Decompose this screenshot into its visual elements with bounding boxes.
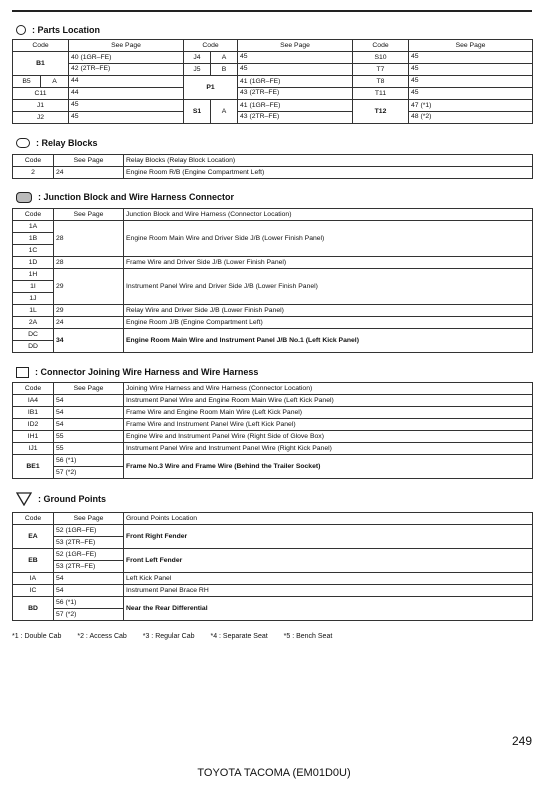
page-ref: 44: [71, 77, 79, 84]
page-ref: 45: [411, 77, 419, 84]
page-number: 249: [511, 734, 532, 748]
row-description: Instrument Panel Wire and Instrument Panel Wire (Right Kick Panel): [124, 443, 533, 455]
top-rule: [12, 10, 532, 12]
part-sub-code: A: [211, 52, 238, 64]
row-code: 2A: [13, 317, 54, 329]
row-code: 1D: [13, 257, 54, 269]
part-code: T8: [353, 76, 409, 88]
part-code: C11: [13, 88, 69, 100]
header-code: Code: [13, 209, 54, 221]
section-title: : Relay Blocks: [36, 138, 98, 148]
part-see-page: [69, 88, 184, 100]
page-ref: 45: [411, 53, 419, 60]
ground-points-heading: [16, 492, 106, 506]
row-description: Left Kick Panel: [124, 573, 533, 585]
row-see-page: 55: [54, 443, 124, 455]
part-sub-code: A: [211, 100, 238, 124]
part-code: J5: [184, 64, 211, 76]
header-code: Code: [13, 40, 69, 52]
row-code: BE1: [13, 455, 54, 479]
footnote: *4 : Separate Seat: [210, 633, 268, 640]
page-ref: 41 (1GR–FE): [238, 77, 352, 88]
part-code: T7: [353, 64, 409, 76]
part-see-page: [238, 100, 353, 124]
row-description: Engine Room R/B (Engine Compartment Left): [124, 167, 533, 179]
header-description: Ground Points Location: [124, 513, 533, 525]
row-see-page: 55: [54, 431, 124, 443]
row-code: 1B: [13, 233, 54, 245]
row-description: Front Left Fender: [124, 549, 533, 573]
table-row: [13, 419, 533, 431]
row-see-page: 24: [54, 317, 124, 329]
footnote: *1 : Double Cab: [12, 633, 62, 640]
row-see-page: 53 (2TR–FE): [54, 537, 124, 549]
row-description: Engine Room Main Wire and Instrument Panel J/B No.1 (Left Kick Panel): [124, 329, 533, 353]
table-header: [13, 383, 533, 395]
row-see-page: 54: [54, 395, 124, 407]
header-code: Code: [13, 513, 54, 525]
table-row: [13, 573, 533, 585]
row-code: IA: [13, 573, 54, 585]
header-description: Relay Blocks (Relay Block Location): [124, 155, 533, 167]
footnote: *5 : Bench Seat: [283, 633, 333, 640]
page-ref: 45: [411, 65, 419, 72]
header-see-page: See Page: [69, 40, 184, 52]
footnote: *2 : Access Cab: [77, 633, 127, 640]
header-see-page: See Page: [238, 40, 353, 52]
row-see-page: 52 (1GR–FE): [54, 549, 124, 561]
table-row: [13, 407, 533, 419]
table-row: [13, 585, 533, 597]
row-description: Engine Room J/B (Engine Compartment Left): [124, 317, 533, 329]
row-code: DC: [13, 329, 54, 341]
table-header: [13, 155, 533, 167]
part-code: J1: [13, 100, 69, 112]
table-row: [13, 395, 533, 407]
part-see-page: [409, 52, 533, 64]
row-see-page: 56 (*1): [54, 597, 124, 609]
part-code: J2: [13, 112, 69, 124]
page-footer: TOYOTA TACOMA (EM01D0U): [197, 767, 351, 779]
row-code: 1C: [13, 245, 54, 257]
circle-symbol-icon: [16, 25, 26, 35]
row-see-page: 28: [54, 257, 124, 269]
section-title: : Parts Location: [32, 25, 101, 35]
row-code: DD: [13, 341, 54, 353]
part-see-page: [409, 76, 533, 88]
table-row: [13, 305, 533, 317]
part-code: S10: [353, 52, 409, 64]
rounded-square-symbol-icon: [16, 192, 32, 203]
header-description: Joining Wire Harness and Wire Harness (Connector Location): [124, 383, 533, 395]
row-see-page: 54: [54, 573, 124, 585]
row-see-page: 34: [54, 329, 124, 353]
row-see-page: 24: [54, 167, 124, 179]
row-description: Near the Rear Differential: [124, 597, 533, 621]
header-code: Code: [353, 40, 409, 52]
table-row: [13, 549, 533, 561]
row-description: Relay Wire and Driver Side J/B (Lower Finish Panel): [124, 305, 533, 317]
row-code: IB1: [13, 407, 54, 419]
table-row: [13, 269, 533, 281]
page-ref: 48 (*2): [411, 112, 432, 120]
page-ref: 41 (1GR–FE): [238, 101, 352, 112]
row-code: 1I: [13, 281, 54, 293]
row-code: IA4: [13, 395, 54, 407]
page-ref: 42 (2TR–FE): [71, 64, 111, 72]
row-description: Frame Wire and Driver Side J/B (Lower Finish Panel): [124, 257, 533, 269]
part-see-page: [69, 112, 184, 124]
part-code: B1: [13, 52, 69, 76]
page-ref: 45: [240, 65, 248, 72]
section-title: : Junction Block and Wire Harness Connector: [38, 192, 234, 202]
row-description: Engine Room Main Wire and Driver Side J/B (Lower Finish Panel): [124, 221, 533, 257]
section-title: : Connector Joining Wire Harness and Wire Harness: [35, 367, 259, 377]
row-description: Frame No.3 Wire and Frame Wire (Behind the Trailer Socket): [124, 455, 533, 479]
row-see-page: 54: [54, 585, 124, 597]
part-see-page: [69, 76, 184, 88]
table-row: [13, 167, 533, 179]
table-row: [13, 597, 533, 609]
row-description: Instrument Panel Wire and Driver Side J/B (Lower Finish Panel): [124, 269, 533, 305]
row-code: 1L: [13, 305, 54, 317]
row-see-page: 57 (*2): [54, 609, 124, 621]
table-header: [13, 513, 533, 525]
triangle-symbol-icon: [16, 492, 32, 506]
row-see-page: 54: [54, 419, 124, 431]
row-see-page: 53 (2TR–FE): [54, 561, 124, 573]
page-ref: 43 (2TR–FE): [240, 88, 280, 96]
part-see-page: [69, 100, 184, 112]
part-see-page: [409, 88, 533, 100]
page-ref: 47 (*1): [409, 101, 532, 112]
table-row: [13, 329, 533, 341]
header-see-page: See Page: [409, 40, 533, 52]
row-description: Instrument Panel Brace RH: [124, 585, 533, 597]
footnote: *3 : Regular Cab: [142, 633, 195, 640]
row-code: IH1: [13, 431, 54, 443]
part-see-page: [238, 64, 353, 76]
table-row: [13, 221, 533, 233]
part-code: P1: [184, 76, 238, 100]
row-code: 1A: [13, 221, 54, 233]
connector-joining-table: [12, 382, 533, 479]
page-ref: 45: [240, 53, 248, 60]
part-sub-code: B: [211, 64, 238, 76]
part-see-page: [69, 52, 184, 76]
section-title: : Ground Points: [38, 494, 106, 504]
row-see-page: 29: [54, 305, 124, 317]
square-symbol-icon: [16, 367, 29, 378]
ground-points-table: [12, 512, 533, 621]
table-row: [13, 443, 533, 455]
table-header: [13, 40, 533, 52]
part-sub-code: A: [41, 76, 69, 88]
row-code: 1H: [13, 269, 54, 281]
table-row: [13, 455, 533, 467]
row-see-page: 57 (*2): [54, 467, 124, 479]
header-see-page: See Page: [54, 209, 124, 221]
oval-symbol-icon: [16, 138, 30, 148]
parts-location-heading: [16, 23, 100, 37]
table-row: [13, 52, 533, 64]
row-see-page: 52 (1GR–FE): [54, 525, 124, 537]
row-code: 2: [13, 167, 54, 179]
page-ref: 40 (1GR–FE): [69, 53, 183, 64]
relay-blocks-heading: [16, 136, 98, 150]
part-code: B5: [13, 76, 41, 88]
table-header: [13, 209, 533, 221]
header-code: Code: [184, 40, 238, 52]
row-description: Frame Wire and Instrument Panel Wire (Left Kick Panel): [124, 419, 533, 431]
row-code: EB: [13, 549, 54, 573]
part-see-page: [238, 52, 353, 64]
page-ref: 44: [71, 89, 79, 96]
page-ref: 45: [71, 101, 79, 108]
table-row: [13, 76, 533, 88]
table-row: [13, 257, 533, 269]
part-see-page: [409, 64, 533, 76]
header-description: Junction Block and Wire Harness (Connector Location): [124, 209, 533, 221]
row-see-page: 56 (*1): [54, 455, 124, 467]
header-see-page: See Page: [54, 383, 124, 395]
footnotes: [12, 633, 346, 640]
row-code: 1J: [13, 293, 54, 305]
part-code: J4: [184, 52, 211, 64]
junction-block-table: [12, 208, 533, 353]
row-description: Frame Wire and Engine Room Main Wire (Left Kick Panel): [124, 407, 533, 419]
junction-block-heading: [16, 190, 234, 204]
part-code: S1: [184, 100, 211, 124]
part-code: T12: [353, 100, 409, 124]
parts-location-table: [12, 39, 533, 124]
row-code: ID2: [13, 419, 54, 431]
page-ref: 45: [71, 113, 79, 120]
part-see-page: [409, 100, 533, 124]
part-code: T11: [353, 88, 409, 100]
row-description: Engine Wire and Instrument Panel Wire (Right Side of Glove Box): [124, 431, 533, 443]
row-see-page: 54: [54, 407, 124, 419]
row-see-page: 29: [54, 269, 124, 305]
row-code: IC: [13, 585, 54, 597]
header-see-page: See Page: [54, 155, 124, 167]
row-description: Front Right Fender: [124, 525, 533, 549]
table-row: [13, 525, 533, 537]
table-row: [13, 317, 533, 329]
part-see-page: [238, 76, 353, 100]
header-code: Code: [13, 383, 54, 395]
relay-blocks-table: [12, 154, 533, 179]
row-description: Instrument Panel Wire and Engine Room Main Wire (Left Kick Panel): [124, 395, 533, 407]
row-code: BD: [13, 597, 54, 621]
page-ref: 45: [411, 89, 419, 96]
table-row: [13, 100, 533, 112]
header-code: Code: [13, 155, 54, 167]
row-code: EA: [13, 525, 54, 549]
row-code: IJ1: [13, 443, 54, 455]
connector-joining-heading: [16, 365, 258, 379]
table-row: [13, 431, 533, 443]
header-see-page: See Page: [54, 513, 124, 525]
page-ref: 43 (2TR–FE): [240, 112, 280, 120]
row-see-page: 28: [54, 221, 124, 257]
